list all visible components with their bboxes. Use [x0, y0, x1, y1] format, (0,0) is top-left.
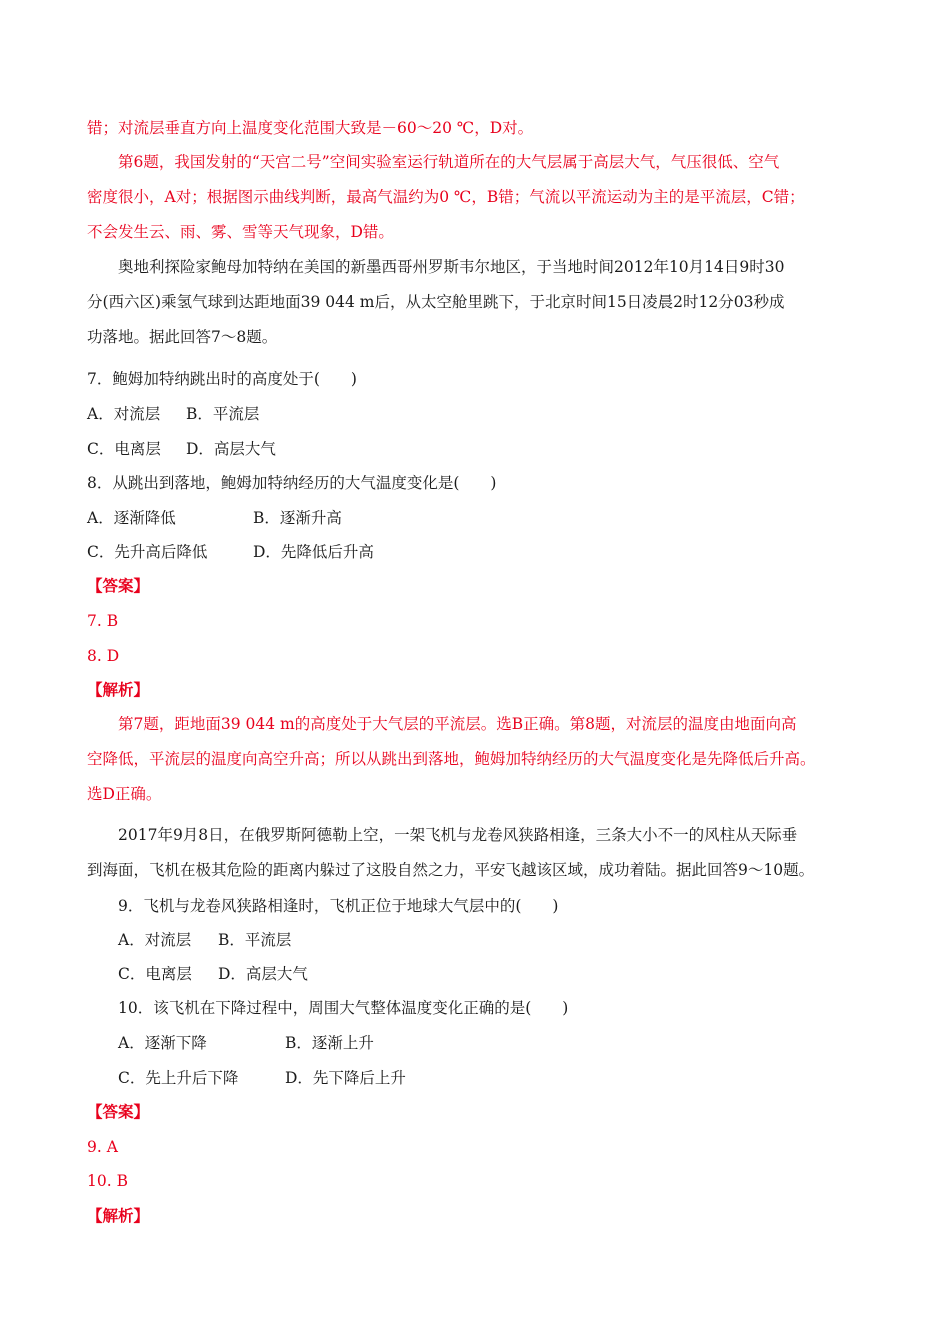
question-7-option-c: C．电离层 — [87, 440, 161, 458]
answer-9: 9. A — [87, 1138, 118, 1156]
question-9-option-a: A．对流层 — [118, 931, 192, 949]
question-10-option-b: B．逐渐上升 — [285, 1034, 374, 1052]
passage-2-line-1: 2017年9月8日，在俄罗斯阿德勒上空，一架飞机与龙卷风狭路相逢，三条大小不一的风柱从天际垂 — [118, 826, 798, 844]
explanation-78-line-3: 选D正确。 — [87, 785, 162, 803]
passage-1-line-2: 分(西六区)乘氢气球到达距地面39 044 m后，从太空舱里跳下，于北京时间15日凌晨2时12分03秒成 — [87, 293, 785, 311]
explanation-6-line-1: 第6题，我国发射的“天宫二号”空间实验室运行轨道所在的大气层属于高层大气，气压很低、空气 — [118, 153, 780, 171]
passage-1-line-3: 功落地。据此回答7～8题。 — [87, 328, 278, 346]
question-10-option-d: D．先下降后上升 — [285, 1069, 406, 1087]
question-8-option-a: A．逐渐降低 — [87, 509, 176, 527]
question-8-option-c: C．先升高后降低 — [87, 543, 208, 561]
question-8-option-d: D．先降低后升高 — [253, 543, 374, 561]
question-7-stem: 7．鲍姆加特纳跳出时的高度处于( ) — [87, 370, 357, 388]
passage-1-line-1: 奥地利探险家鲍母加特纳在美国的新墨西哥州罗斯韦尔地区，于当地时间2012年10月14日9时30 — [118, 258, 785, 276]
question-10-option-c: C．先上升后下降 — [118, 1069, 239, 1087]
explanation-6-line-2: 密度很小，A对；根据图示曲线判断，最高气温约为0 ℃，B错；气流以平流运动为主的是平流层，C错； — [87, 188, 805, 206]
question-9-stem: 9．飞机与龙卷风狭路相逢时，飞机正位于地球大气层中的( ) — [118, 897, 559, 915]
explanation-78-line-1: 第7题，距地面39 044 m的高度处于大气层的平流层。选B正确。第8题，对流层的温度由地面向高 — [118, 715, 797, 733]
question-9-option-b: B．平流层 — [218, 931, 292, 949]
passage-2-line-2: 到海面，飞机在极其危险的距离内躲过了这股自然之力，平安飞越该区域，成功着陆。据此回答9～10题。 — [87, 861, 815, 879]
analysis-label-2: 【解析】 — [87, 1206, 150, 1225]
answer-label-2: 【答案】 — [87, 1102, 150, 1121]
answer-7: 7. B — [87, 612, 119, 630]
question-8-option-b: B．逐渐升高 — [253, 509, 342, 527]
answer-10: 10. B — [87, 1172, 128, 1190]
question-9-option-d: D．高层大气 — [218, 965, 308, 983]
question-8-stem: 8．从跳出到落地，鲍姆加特纳经历的大气温度变化是( ) — [87, 474, 497, 492]
explanation-78-line-2: 空降低，平流层的温度向高空升高；所以从跳出到落地，鲍姆加特纳经历的大气温度变化是先降低后升高。 — [87, 750, 816, 768]
question-10-option-a: A．逐渐下降 — [118, 1034, 207, 1052]
question-10-stem: 10．该飞机在下降过程中，周围大气整体温度变化正确的是( ) — [118, 999, 569, 1017]
analysis-label-1: 【解析】 — [87, 680, 150, 699]
explanation-6-line-3: 不会发生云、雨、雾、雪等天气现象，D错。 — [87, 223, 394, 241]
question-9-option-c: C．电离层 — [118, 965, 192, 983]
answer-label-1: 【答案】 — [87, 576, 150, 595]
answer-8: 8. D — [87, 647, 120, 665]
explanation-6-continued: 错；对流层垂直方向上温度变化范围大致是－60～20 ℃，D对。 — [87, 119, 534, 137]
question-7-option-a: A．对流层 — [87, 405, 161, 423]
question-7-option-d: D．高层大气 — [186, 440, 276, 458]
question-7-option-b: B．平流层 — [186, 405, 260, 423]
